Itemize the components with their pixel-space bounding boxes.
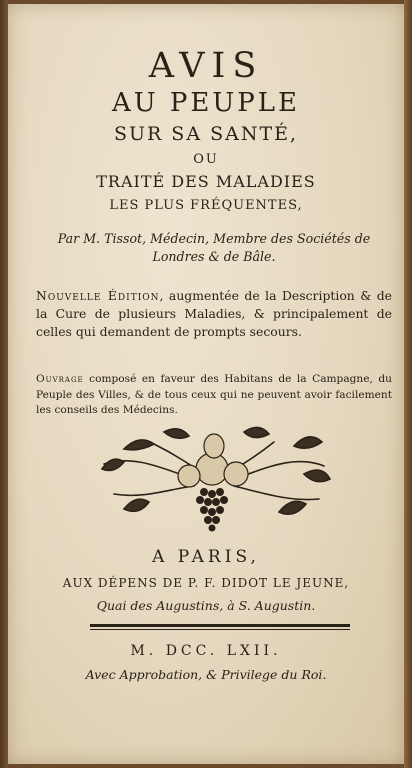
title-line-6: LES PLUS FRÉQUENTES, (109, 198, 303, 213)
imprint-year: M. DCC. LXII. (130, 643, 282, 659)
book-spine (0, 0, 8, 768)
work-lead: Ouvrage (36, 373, 84, 385)
title-line-1: AVIS (148, 46, 264, 86)
imprint-publisher: AUX DÉPENS DE P. F. DIDOT LE JEUNE, (62, 576, 350, 590)
author-line: Par M. Tissot, Médecin, Membre des Sociétés de Londres & de Bâle. (57, 231, 371, 264)
edition-lead: Nouvelle Édition (36, 288, 160, 303)
edition-text: , augmentée de la Description & de la Cure de plusieurs Maladies, & principalement de celles qui demandent de prompts secours. (36, 288, 393, 339)
edition-paragraph (36, 287, 392, 341)
imprint-address: Quai des Augustins, à S. Augustin. (96, 598, 316, 613)
work-paragraph (36, 372, 392, 419)
title-line-4: OU (193, 152, 219, 167)
imprint-city: A PARIS, (152, 547, 260, 567)
floral-fruit-ornament (94, 424, 334, 544)
book-edge (404, 0, 412, 768)
work-text: composé en faveur des Habitans de la Campagne, du Peuple des Villes, & de tous ceux qui ne peuvent avoir facilement les conseils des Médecins. (36, 373, 392, 416)
title-line-3: SUR SA SANTÉ, (113, 123, 299, 145)
title-line-2: AU PEUPLE (111, 88, 301, 118)
title-line-5: TRAITÉ DES MALADIES (96, 172, 316, 191)
imprint-privilege: Avec Approbation, & Privilege du Roi. (85, 667, 327, 682)
double-rule-thin (90, 629, 350, 630)
title-page (8, 4, 404, 764)
double-rule-thick (90, 624, 350, 627)
